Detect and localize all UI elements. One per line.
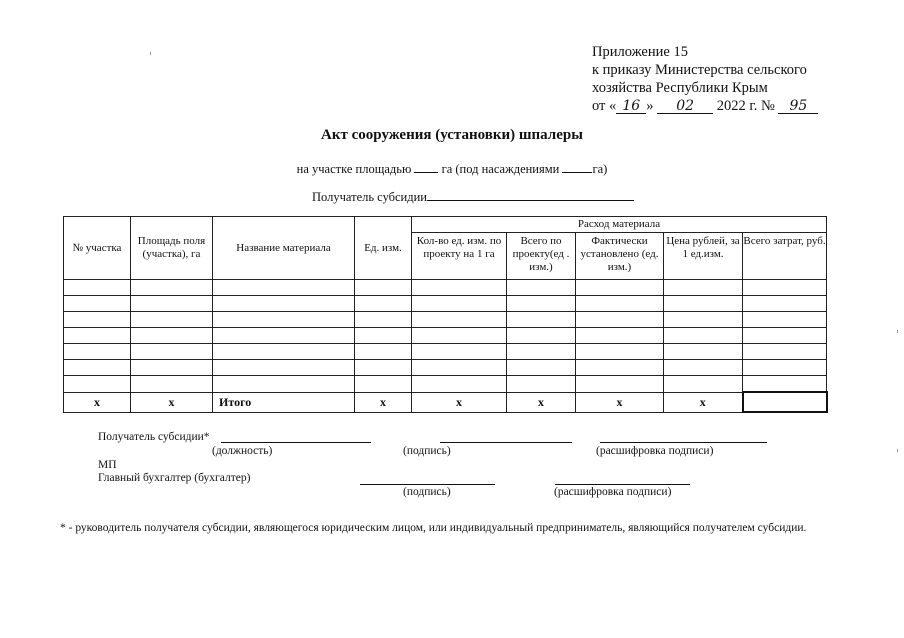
table-cell[interactable]: [507, 360, 576, 376]
header-total-project: Всего по проекту(ед . изм.): [507, 233, 576, 280]
area-blank[interactable]: [414, 161, 438, 173]
header-material-consumption: Расход материала: [412, 217, 827, 233]
signature-line[interactable]: [440, 442, 572, 443]
footnote: * - руководитель получателя субсидии, являющегося юридическим лицом, или индивидуальный предприниматель, являющийся получателем субсидии.: [60, 522, 807, 534]
position-caption: (должность): [212, 445, 273, 457]
appendix-line-1: Приложение 15: [592, 44, 688, 60]
decoding-signature-line[interactable]: [600, 442, 767, 443]
total-cell: x: [64, 392, 131, 412]
table-cell[interactable]: [412, 312, 507, 328]
table-cell[interactable]: [664, 328, 743, 344]
table-cell[interactable]: [576, 360, 664, 376]
table-cell[interactable]: [213, 360, 355, 376]
appendix-line-2: к приказу Министерства сельского: [592, 62, 807, 78]
total-cell: x: [131, 392, 213, 412]
table-cell[interactable]: [64, 328, 131, 344]
table-cell[interactable]: [213, 328, 355, 344]
table-cell[interactable]: [131, 328, 213, 344]
table-cell[interactable]: [664, 296, 743, 312]
table-cell[interactable]: [131, 360, 213, 376]
table-cell[interactable]: [355, 296, 412, 312]
table-cell[interactable]: [507, 328, 576, 344]
appendix-date-line: [592, 97, 818, 115]
table-cell[interactable]: [743, 328, 827, 344]
accountant-signature-caption: (подпись): [403, 486, 451, 498]
table-cell[interactable]: [64, 344, 131, 360]
date-prefix: от «: [592, 98, 617, 114]
total-cell: x: [664, 392, 743, 412]
table-cell[interactable]: [743, 376, 827, 393]
header-total-cost: Всего затрат, руб.: [743, 233, 827, 280]
table-cell[interactable]: [355, 360, 412, 376]
table-cell[interactable]: [507, 344, 576, 360]
total-cost-cell[interactable]: [743, 392, 827, 412]
table-total-row: [64, 392, 827, 412]
table-cell[interactable]: [743, 280, 827, 296]
table-cell[interactable]: [576, 296, 664, 312]
table-cell[interactable]: [576, 312, 664, 328]
table-cell[interactable]: [743, 296, 827, 312]
table-cell[interactable]: [664, 280, 743, 296]
table-cell[interactable]: [213, 296, 355, 312]
table-header-row: [64, 217, 827, 233]
area-suffix: га): [592, 162, 608, 176]
table-cell[interactable]: [64, 376, 131, 393]
header-price: Цена рублей, за 1 ед.изм.: [664, 233, 743, 280]
table-cell[interactable]: [412, 280, 507, 296]
total-label: Итого: [213, 392, 355, 412]
document-title: Акт сооружения (установки) шпалеры: [321, 127, 583, 143]
table-row: [64, 344, 827, 360]
table-cell[interactable]: [412, 376, 507, 393]
decoding-caption: (расшифровка подписи): [596, 445, 714, 457]
table-row: [64, 312, 827, 328]
table-row: [64, 280, 827, 296]
handwritten-day: 16: [616, 99, 646, 114]
handwritten-number: 95: [778, 99, 818, 114]
accountant-decoding-line[interactable]: [555, 484, 690, 485]
table-cell[interactable]: [507, 312, 576, 328]
table-cell[interactable]: [743, 312, 827, 328]
total-cell: x: [507, 392, 576, 412]
table-cell[interactable]: [507, 376, 576, 393]
recipient-signature-label: Получатель субсидии*: [98, 431, 210, 443]
header-actual-installed: Фактически установлено (ед. изм.): [576, 233, 664, 280]
accountant-signature-line[interactable]: [360, 484, 495, 485]
table-cell[interactable]: [213, 344, 355, 360]
table-cell[interactable]: [412, 360, 507, 376]
table-cell[interactable]: [664, 376, 743, 393]
table-cell[interactable]: [412, 296, 507, 312]
table-cell[interactable]: [213, 280, 355, 296]
scan-speck: [897, 330, 898, 333]
table-cell[interactable]: [131, 296, 213, 312]
position-signature-line[interactable]: [221, 442, 371, 443]
table-cell[interactable]: [64, 312, 131, 328]
table-cell[interactable]: [355, 312, 412, 328]
table-row: [64, 296, 827, 312]
scan-speck: [150, 52, 151, 55]
table-cell[interactable]: [664, 360, 743, 376]
table-cell[interactable]: [743, 344, 827, 360]
appendix-line-3: хозяйства Республики Крым: [592, 80, 768, 96]
area-middle: га (под насаждениями: [441, 162, 560, 176]
recipient-label: Получатель субсидии: [312, 190, 427, 204]
table-cell[interactable]: [664, 344, 743, 360]
area-line: [0, 161, 904, 177]
table-row: [64, 360, 827, 376]
table-cell[interactable]: [576, 328, 664, 344]
header-unit: Ед. изм.: [355, 217, 412, 280]
recipient-blank[interactable]: [427, 189, 634, 201]
recipient-line: [312, 189, 634, 205]
total-cell: x: [576, 392, 664, 412]
table-cell[interactable]: [743, 360, 827, 376]
table-cell[interactable]: [131, 280, 213, 296]
table-body: [64, 280, 827, 393]
scan-speck: [897, 449, 898, 452]
header-plot-area: Площадь поля (участка), га: [131, 217, 213, 280]
signature-caption: (подпись): [403, 445, 451, 457]
table-cell[interactable]: [131, 312, 213, 328]
header-material-name: Название материала: [213, 217, 355, 280]
table-cell[interactable]: [576, 280, 664, 296]
table-cell[interactable]: [213, 376, 355, 393]
table-cell[interactable]: [412, 328, 507, 344]
total-cell: x: [355, 392, 412, 412]
table-cell[interactable]: [355, 344, 412, 360]
table-row: [64, 376, 827, 393]
table-cell[interactable]: [64, 296, 131, 312]
table-cell[interactable]: [64, 360, 131, 376]
table-cell[interactable]: [213, 312, 355, 328]
accountant-decoding-caption: (расшифровка подписи): [554, 486, 672, 498]
table-cell[interactable]: [664, 312, 743, 328]
stamp-place-label: МП: [98, 459, 117, 471]
header-qty-per-ha: Кол-во ед. изм. по проекту на 1 га: [412, 233, 507, 280]
table-cell[interactable]: [576, 344, 664, 360]
planted-area-blank[interactable]: [562, 161, 592, 173]
materials-table: [63, 216, 828, 413]
handwritten-month: 02: [657, 99, 713, 114]
header-plot-no: № участка: [64, 217, 131, 280]
total-cell: x: [412, 392, 507, 412]
table-row: [64, 328, 827, 344]
table-cell[interactable]: [576, 376, 664, 393]
table-cell[interactable]: [355, 328, 412, 344]
date-year: 2022 г. №: [716, 98, 775, 114]
appendix-block: [592, 43, 818, 115]
table-cell[interactable]: [64, 280, 131, 296]
table-cell[interactable]: [412, 344, 507, 360]
table-cell[interactable]: [131, 344, 213, 360]
accountant-label: Главный бухгалтер (бухгалтер): [98, 472, 251, 484]
table-cell[interactable]: [355, 376, 412, 393]
table-cell[interactable]: [131, 376, 213, 393]
area-prefix: на участке площадью: [296, 162, 412, 176]
table-cell[interactable]: [355, 280, 412, 296]
table-cell[interactable]: [507, 296, 576, 312]
table-cell[interactable]: [507, 280, 576, 296]
date-quote-close: »: [646, 98, 654, 114]
